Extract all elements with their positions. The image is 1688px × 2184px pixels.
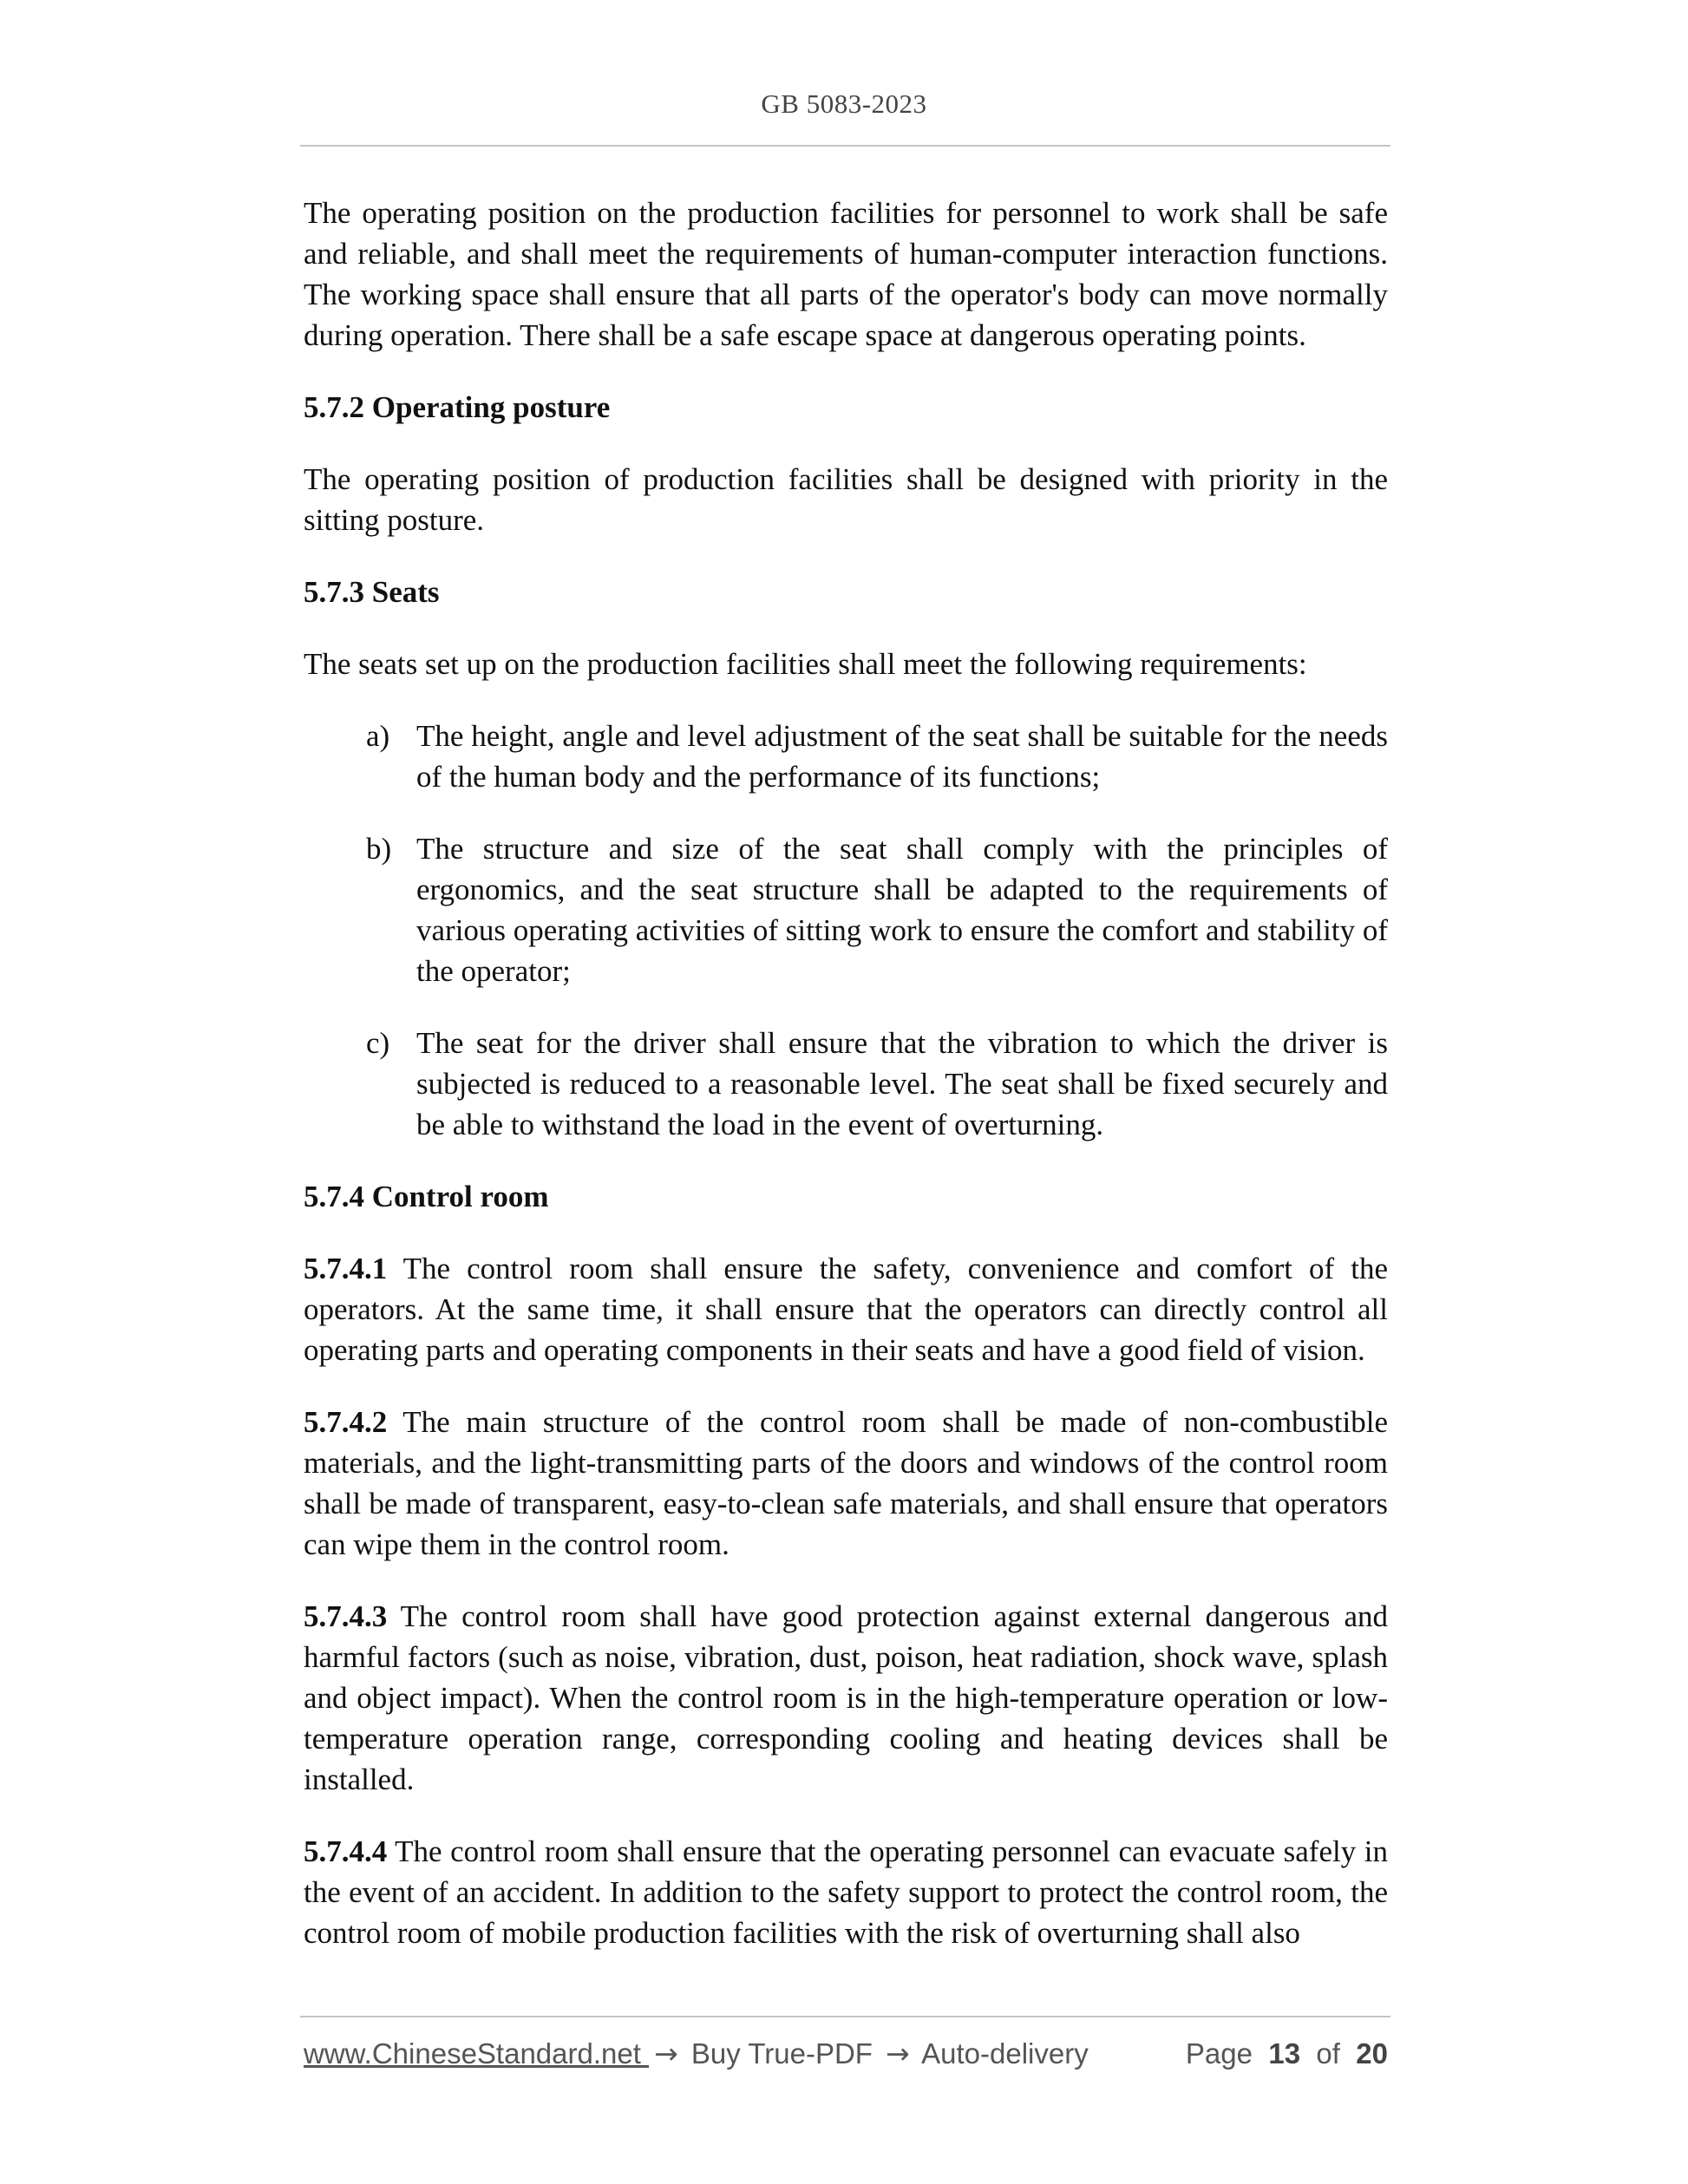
clause-text: The control room shall ensure that the operating personnel can evacuate safely in the event of an accident. In addition to the safety support to protect the control room, the control room of mobile production facilities with the risk of overturning shall also [304, 1834, 1388, 1950]
list-item-text: The height, angle and level adjustment of the seat shall be suitable for the needs of the human body and the performance of its functions; [416, 719, 1388, 794]
clause-paragraph [304, 1831, 1388, 1953]
page-content [304, 193, 1388, 1953]
clause-number: 5.7.4.4 [304, 1834, 388, 1868]
section-5-7-2-paragraph: The operating position of production facilities shall be designed with priority in the sitting posture. [304, 462, 1388, 537]
clause-number: 5.7.4.1 [304, 1252, 388, 1285]
page-of-label: of [1316, 2037, 1340, 2070]
clause-paragraph [304, 1402, 1388, 1565]
list-item-text: The structure and size of the seat shall comply with the principles of ergonomics, and the seat structure shall be adapted to the requirements of various operating activities of sitting work to ensure the comfort and stability of the operator; [416, 832, 1388, 988]
page-label: Page [1185, 2037, 1253, 2070]
header-title: GB 5083-2023 [761, 88, 927, 119]
intro-paragraph: The operating position on the production facilities for personnel to work shall be safe and reliable, and shall meet the requirements of human-computer interaction functions. The working space shall ensure that all parts of the operator's body can move normally during operation. There shall be a safe escape space at dangerous operating points. [304, 196, 1388, 352]
section-heading-5-7-3: 5.7.3 Seats [304, 575, 440, 609]
footer-delivery-text: Auto-delivery [914, 2037, 1089, 2070]
list-item-marker: c) [366, 1026, 390, 1060]
list-item-marker: a) [366, 719, 390, 753]
section-heading-5-7-2: 5.7.2 Operating posture [304, 390, 611, 424]
arrow-right-icon: → [886, 2037, 910, 2070]
list-item [304, 828, 1388, 991]
page-current: 13 [1268, 2037, 1301, 2070]
clause-text: The control room shall ensure the safety, convenience and comfort of the operators. At the same time, it shall ensure that the operators can directly control all operating parts and operating components in their seats and have a good field of vision. [304, 1252, 1388, 1367]
section-heading-5-7-4: 5.7.4 Control room [304, 1180, 549, 1213]
list-item [304, 716, 1388, 797]
page-footer [304, 2037, 1388, 2070]
footer-promo [304, 2037, 1089, 2070]
header-divider [300, 145, 1390, 147]
arrow-right-icon: → [654, 2037, 678, 2070]
clause-text: The control room shall have good protection against external dangerous and harmful factors (such as noise, vibration, dust, poison, heat radiation, shock wave, splash and object impact). When the control room is in the high-temperature operation or low-temperature operation range, corresponding cooling and heating devices shall be installed. [304, 1599, 1388, 1796]
seat-requirements-list [304, 716, 1388, 1145]
website-link[interactable]: www.ChineseStandard.net [304, 2037, 650, 2070]
section-5-7-3-paragraph: The seats set up on the production facilities shall meet the following requirements: [304, 647, 1307, 681]
footer-buy-text: Buy True-PDF [683, 2037, 881, 2070]
list-item-text: The seat for the driver shall ensure that the vibration to which the driver is subjected is reduced to a reasonable level. The seat shall be fixed securely and be able to withstand the load in the event of overturning. [416, 1026, 1388, 1141]
footer-divider [300, 2016, 1390, 2017]
clause-paragraph [304, 1248, 1388, 1370]
clause-number: 5.7.4.3 [304, 1599, 388, 1633]
clause-number: 5.7.4.2 [304, 1405, 388, 1439]
page-number [1186, 2037, 1388, 2070]
clause-text: The main structure of the control room shall be made of non-combustible materials, and the light-transmitting parts of the doors and windows of the control room shall be made of transparent, easy-to-clean safe materials, and shall ensure that operators can wipe them in the control room. [304, 1405, 1388, 1561]
page-total: 20 [1356, 2037, 1388, 2070]
list-item [304, 1023, 1388, 1145]
list-item-marker: b) [366, 832, 392, 866]
clause-paragraph [304, 1596, 1388, 1800]
